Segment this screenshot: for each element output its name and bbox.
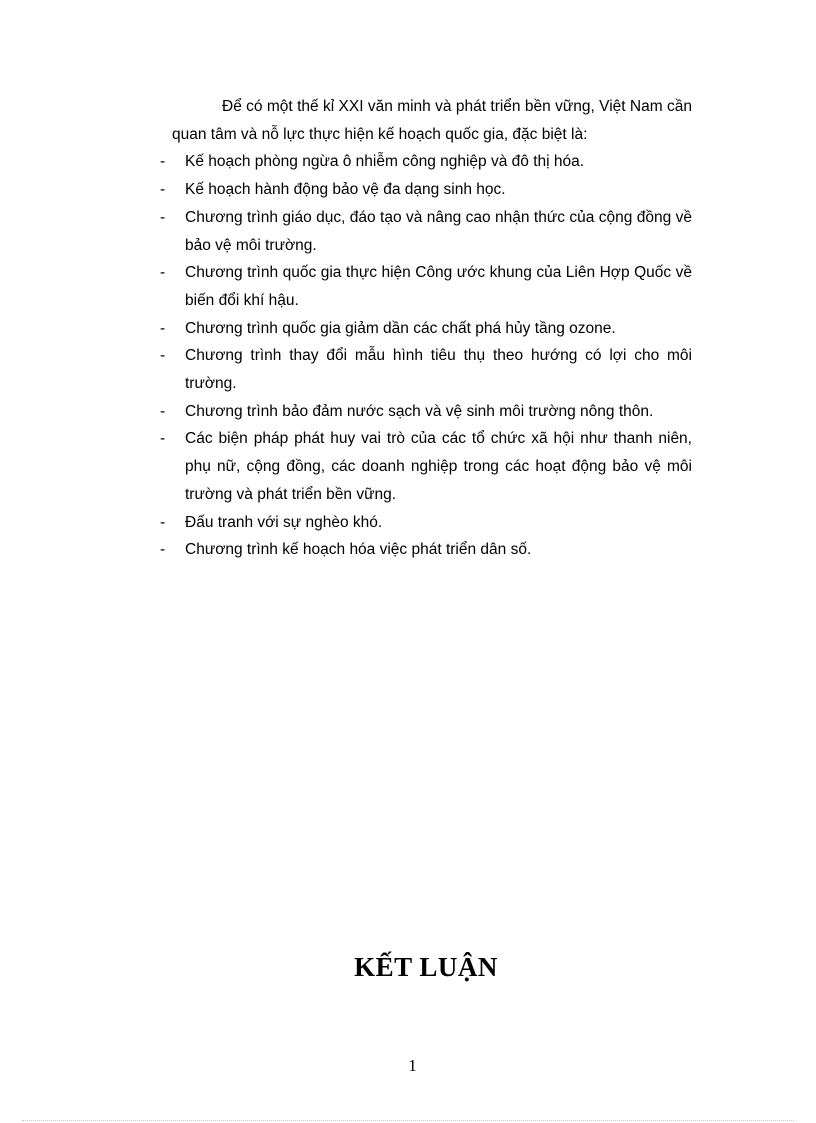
plan-list <box>160 148 692 564</box>
list-item <box>160 398 692 426</box>
list-item <box>160 259 692 314</box>
bullet-dash: - <box>160 264 166 282</box>
bullet-dash: - <box>160 153 166 171</box>
list-item <box>160 509 692 537</box>
bullet-dash: - <box>160 181 166 199</box>
body-text <box>160 93 692 564</box>
bullet-dash: - <box>160 347 166 365</box>
page-bottom-divider <box>22 1120 794 1121</box>
list-item-text: Chương trình giáo dục, đáo tạo và nâng cao nhận thức của cộng đồng về bảo vệ môi trường. <box>185 208 692 254</box>
list-item-text: Các biện pháp phát huy vai trò của các tổ chức xã hội như thanh niên, phụ nữ, cộng đồng, các doanh nghiệp trong các hoạt động bảo vệ môi trường và phát triển bền vững. <box>185 430 692 503</box>
bullet-dash: - <box>160 319 166 337</box>
bullet-dash: - <box>160 430 166 448</box>
list-item-text: Chương trình kế hoạch hóa việc phát triển dân số. <box>185 541 532 559</box>
bullet-dash: - <box>160 208 166 226</box>
list-item <box>160 204 692 259</box>
bullet-dash: - <box>160 541 166 559</box>
bullet-dash: - <box>160 513 166 531</box>
list-item <box>160 176 692 204</box>
page-number: 1 <box>408 1056 417 1075</box>
list-item <box>160 425 692 508</box>
bullet-dash: - <box>160 402 166 420</box>
list-item-text: Chương trình bảo đảm nước sạch và vệ sinh môi trường nông thôn. <box>185 402 654 420</box>
intro-paragraph: Để có một thế kỉ XXI văn minh và phát triển bền vững, Việt Nam cần quan tâm và nỗ lực thực hiện kế hoạch quốc gia, đặc biệt là: <box>172 98 692 143</box>
list-item <box>160 148 692 176</box>
conclusion-heading: KẾT LUẬN <box>354 952 498 982</box>
list-item <box>160 315 692 343</box>
list-item <box>160 342 692 397</box>
list-item-text: Chương trình thay đổi mẫu hình tiêu thụ theo hướng có lợi cho môi trường. <box>185 347 692 393</box>
list-item <box>160 536 692 564</box>
list-item-text: Kế hoạch phòng ngừa ô nhiễm công nghiệp và đô thị hóa. <box>185 153 585 171</box>
list-item-text: Kế hoạch hành động bảo vệ đa dạng sinh học. <box>185 181 506 199</box>
list-item-text: Đấu tranh với sự nghèo khó. <box>185 513 383 531</box>
list-item-text: Chương trình quốc gia giảm dần các chất phá hủy tầng ozone. <box>185 319 616 337</box>
list-item-text: Chương trình quốc gia thực hiện Công ước khung của Liên Hợp Quốc về biến đổi khí hậu. <box>185 264 692 309</box>
